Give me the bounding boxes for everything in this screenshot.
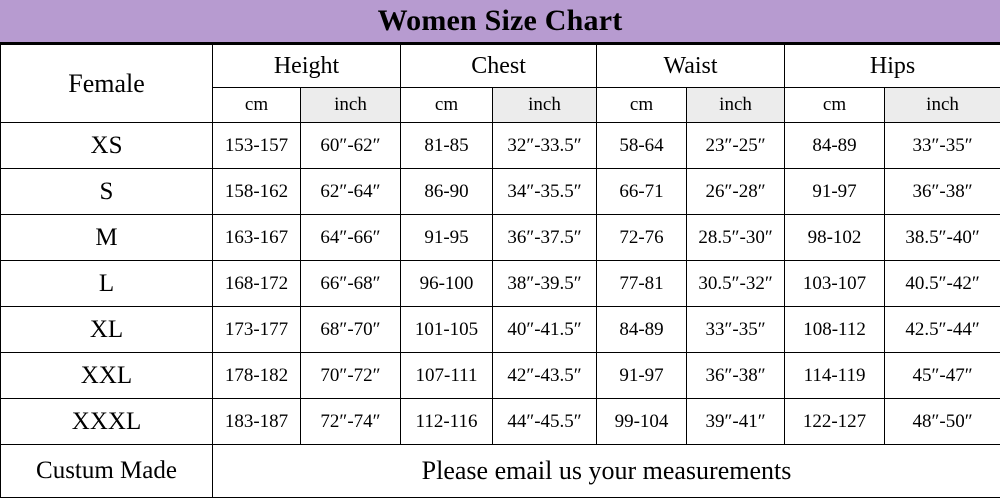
- size-chart-table: [0, 44, 1000, 498]
- row-size-label: S: [1, 169, 213, 215]
- cell-height-cm: 153-157: [213, 123, 301, 169]
- row-size-label: XS: [1, 123, 213, 169]
- cell-hips-cm: 84-89: [785, 123, 885, 169]
- cell-height-inch: 60″-62″: [301, 123, 401, 169]
- chart-title-bar: [0, 0, 1000, 44]
- cell-waist-inch: 33″-35″: [687, 307, 785, 353]
- cell-chest-inch: 38″-39.5″: [493, 261, 597, 307]
- table-row: [1, 261, 1000, 307]
- cell-waist-inch: 30.5″-32″: [687, 261, 785, 307]
- cell-height-inch: 68″-70″: [301, 307, 401, 353]
- cell-height-cm: 173-177: [213, 307, 301, 353]
- cell-height-inch: 62″-64″: [301, 169, 401, 215]
- cell-height-cm: 168-172: [213, 261, 301, 307]
- header-group-chest: Chest: [401, 45, 597, 88]
- header-unit-height-cm: cm: [213, 88, 301, 123]
- cell-waist-inch: 28.5″-30″: [687, 215, 785, 261]
- cell-hips-inch: 45″-47″: [885, 353, 1000, 399]
- cell-hips-cm: 91-97: [785, 169, 885, 215]
- cell-chest-cm: 112-116: [401, 399, 493, 445]
- header-group-waist: Waist: [597, 45, 785, 88]
- cell-waist-cm: 84-89: [597, 307, 687, 353]
- row-size-label: XXXL: [1, 399, 213, 445]
- cell-waist-inch: 39″-41″: [687, 399, 785, 445]
- cell-height-cm: 158-162: [213, 169, 301, 215]
- row-size-label: XL: [1, 307, 213, 353]
- cell-waist-cm: 99-104: [597, 399, 687, 445]
- header-unit-height-inch: inch: [301, 88, 401, 123]
- table-row: [1, 353, 1000, 399]
- page-title: Women Size Chart: [377, 4, 623, 37]
- cell-chest-cm: 101-105: [401, 307, 493, 353]
- cell-height-inch: 70″-72″: [301, 353, 401, 399]
- table-header-group-row: [1, 45, 1000, 88]
- header-unit-chest-cm: cm: [401, 88, 493, 123]
- cell-chest-inch: 32″-33.5″: [493, 123, 597, 169]
- cell-height-inch: 66″-68″: [301, 261, 401, 307]
- custom-made-row: [1, 445, 1000, 498]
- cell-height-inch: 72″-74″: [301, 399, 401, 445]
- header-unit-hips-cm: cm: [785, 88, 885, 123]
- cell-hips-inch: 40.5″-42″: [885, 261, 1000, 307]
- cell-chest-cm: 91-95: [401, 215, 493, 261]
- row-size-label: XXL: [1, 353, 213, 399]
- header-group-height: Height: [213, 45, 401, 88]
- custom-made-message: Please email us your measurements: [213, 445, 1000, 498]
- cell-height-cm: 163-167: [213, 215, 301, 261]
- cell-hips-inch: 33″-35″: [885, 123, 1000, 169]
- cell-chest-cm: 96-100: [401, 261, 493, 307]
- table-row: [1, 399, 1000, 445]
- custom-made-label: Custum Made: [1, 445, 213, 498]
- cell-height-cm: 178-182: [213, 353, 301, 399]
- header-unit-waist-inch: inch: [687, 88, 785, 123]
- cell-hips-inch: 42.5″-44″: [885, 307, 1000, 353]
- cell-height-cm: 183-187: [213, 399, 301, 445]
- cell-chest-inch: 34″-35.5″: [493, 169, 597, 215]
- cell-hips-inch: 48″-50″: [885, 399, 1000, 445]
- cell-hips-inch: 36″-38″: [885, 169, 1000, 215]
- cell-waist-cm: 91-97: [597, 353, 687, 399]
- header-unit-waist-cm: cm: [597, 88, 687, 123]
- cell-chest-inch: 44″-45.5″: [493, 399, 597, 445]
- cell-hips-cm: 114-119: [785, 353, 885, 399]
- cell-height-inch: 64″-66″: [301, 215, 401, 261]
- table-row: [1, 169, 1000, 215]
- cell-waist-cm: 77-81: [597, 261, 687, 307]
- cell-hips-cm: 122-127: [785, 399, 885, 445]
- cell-waist-cm: 72-76: [597, 215, 687, 261]
- row-size-label: L: [1, 261, 213, 307]
- cell-hips-cm: 108-112: [785, 307, 885, 353]
- cell-waist-inch: 23″-25″: [687, 123, 785, 169]
- cell-waist-cm: 66-71: [597, 169, 687, 215]
- row-size-label: M: [1, 215, 213, 261]
- cell-hips-inch: 38.5″-40″: [885, 215, 1000, 261]
- cell-waist-inch: 36″-38″: [687, 353, 785, 399]
- header-group-hips: Hips: [785, 45, 1000, 88]
- cell-chest-inch: 42″-43.5″: [493, 353, 597, 399]
- table-row: [1, 307, 1000, 353]
- table-row: [1, 215, 1000, 261]
- cell-chest-cm: 86-90: [401, 169, 493, 215]
- cell-hips-cm: 98-102: [785, 215, 885, 261]
- cell-waist-cm: 58-64: [597, 123, 687, 169]
- header-female: Female: [1, 45, 213, 123]
- header-unit-hips-inch: inch: [885, 88, 1000, 123]
- cell-chest-cm: 81-85: [401, 123, 493, 169]
- header-unit-chest-inch: inch: [493, 88, 597, 123]
- cell-chest-cm: 107-111: [401, 353, 493, 399]
- table-row: [1, 123, 1000, 169]
- cell-chest-inch: 36″-37.5″: [493, 215, 597, 261]
- cell-hips-cm: 103-107: [785, 261, 885, 307]
- cell-waist-inch: 26″-28″: [687, 169, 785, 215]
- cell-chest-inch: 40″-41.5″: [493, 307, 597, 353]
